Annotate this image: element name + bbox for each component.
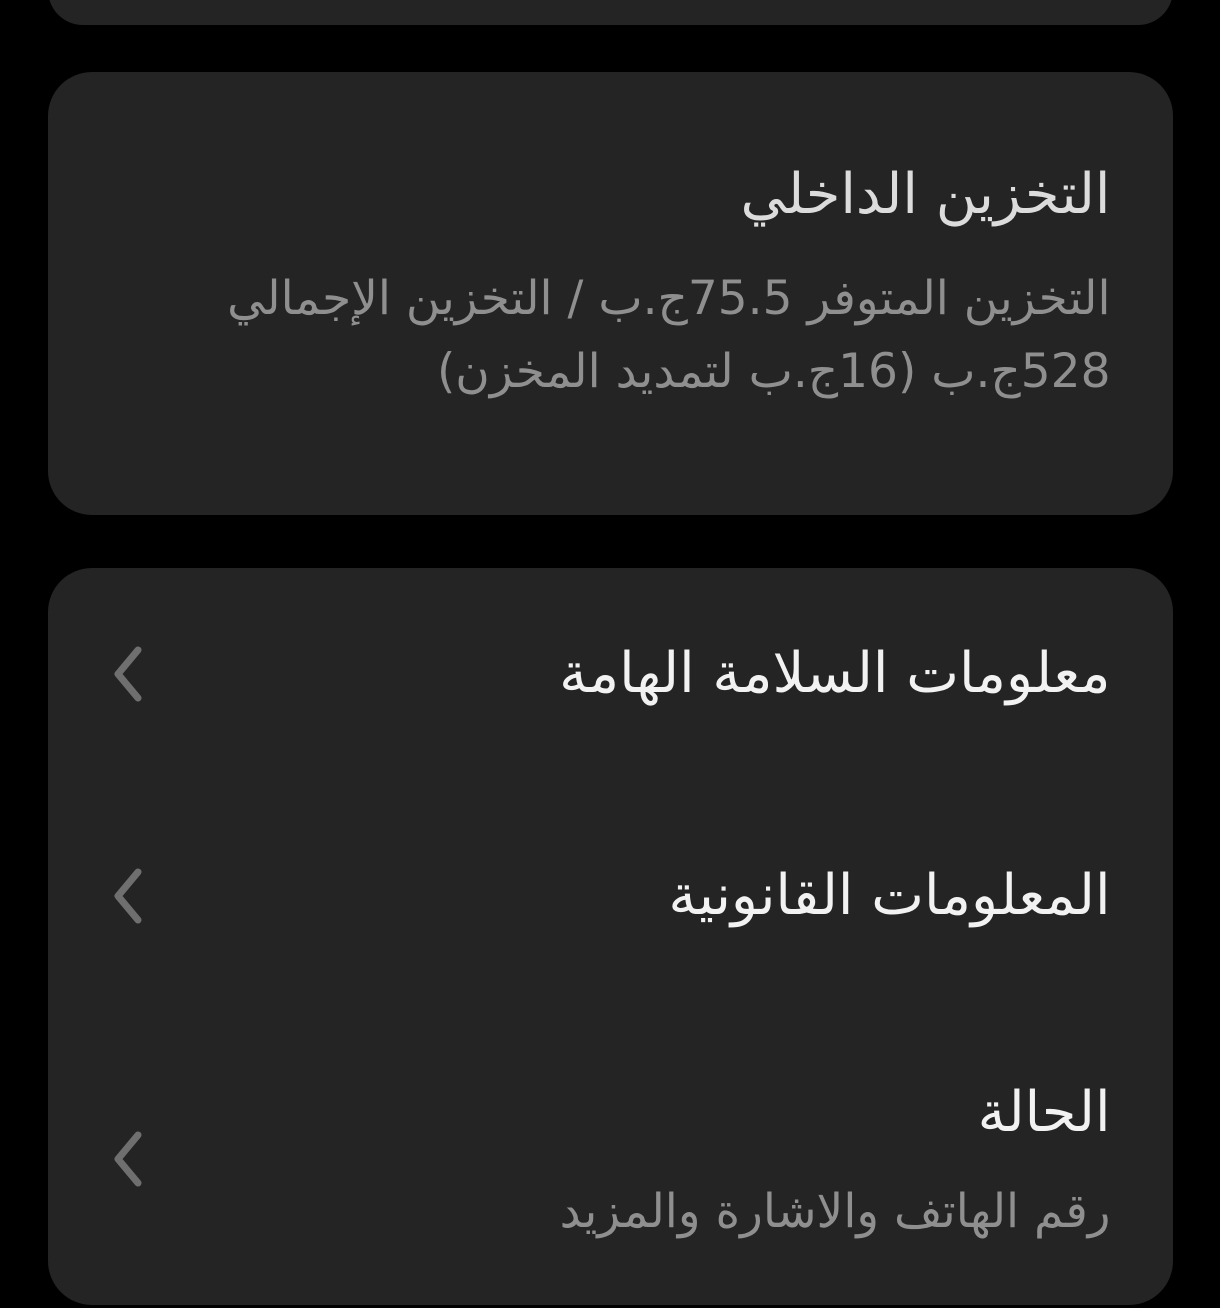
list-item-title: المعلومات القانونية [668, 863, 1111, 928]
list-item-status[interactable] [48, 1012, 1173, 1305]
list-card-partial[interactable] [48, 0, 1173, 25]
internal-storage-description: التخزين المتوفر 75.5ج.ب / التخزين الإجمالي 528ج.ب (16ج.ب لتمديد المخزن) [227, 271, 1111, 399]
internal-storage-card[interactable] [48, 72, 1173, 515]
list-item-subtitle: رقم الهاتف والاشارة والمزيد [559, 1183, 1111, 1239]
internal-storage-title: التخزين الداخلي [740, 162, 1111, 227]
chevron-left-icon [111, 645, 145, 703]
chevron-left-icon [111, 1130, 145, 1188]
info-links-card [48, 568, 1173, 1305]
list-item-title: الحالة [977, 1079, 1111, 1145]
chevron-left-icon [111, 867, 145, 925]
list-item-legal-information[interactable] [48, 780, 1173, 1012]
list-item-safety-information[interactable] [48, 568, 1173, 780]
list-item-title: معلومات السلامة الهامة [559, 641, 1111, 706]
